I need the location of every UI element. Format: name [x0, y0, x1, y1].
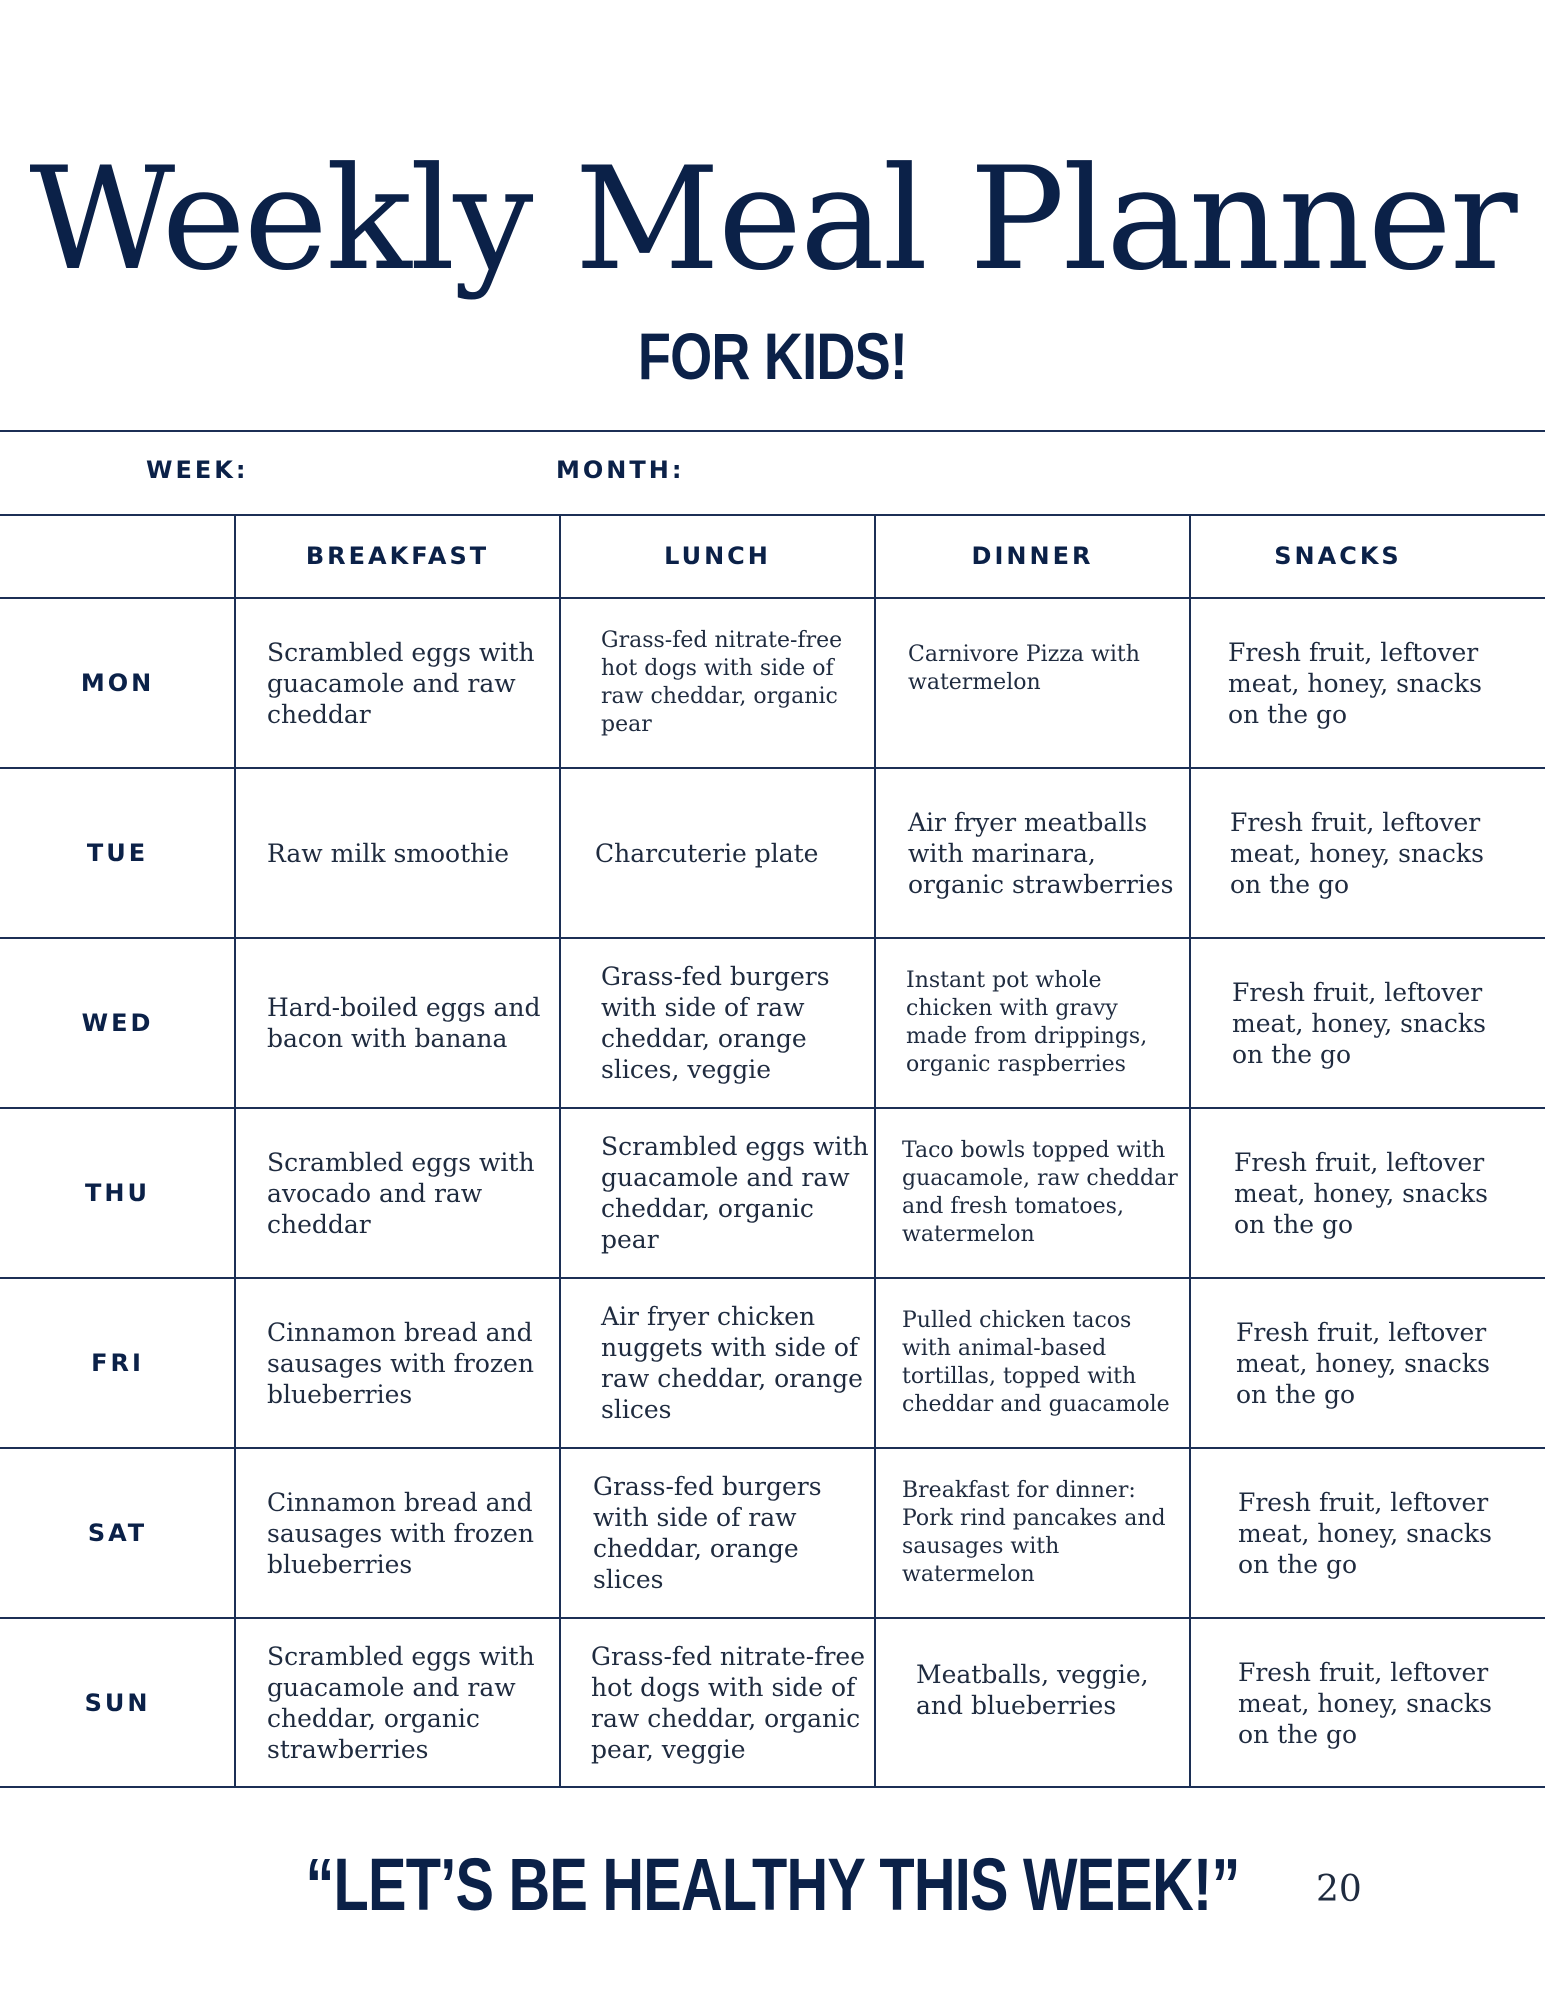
meal-text: Pulled chicken tacos with animal-based tortillas, topped with cheddar and guacamole — [902, 1308, 1170, 1417]
meal-text: Carnivore Pizza with watermelon — [908, 642, 1140, 695]
meal-cell-tue-snacks — [1230, 769, 1500, 937]
meal-cell-tue-dinner — [908, 769, 1178, 937]
meal-cell-thu-dinner — [902, 1109, 1182, 1277]
day-label-wed: WED — [81, 1009, 154, 1037]
meal-text: Grass-fed nitrate-free hot dogs with side of raw cheddar, organic pear, veggie — [591, 1642, 866, 1764]
meal-text: Fresh fruit, leftover meat, honey, snacks on the go — [1238, 1487, 1492, 1579]
meal-cell-mon-snacks — [1228, 599, 1498, 767]
meal-cell-sun-lunch — [591, 1619, 867, 1787]
day-label-mon: MON — [80, 669, 155, 697]
meal-cell-wed-snacks — [1232, 939, 1502, 1107]
meal-text: Scrambled eggs with avocado and raw cheddar — [267, 1147, 535, 1239]
meal-cell-sun-breakfast — [267, 1619, 552, 1787]
meal-cell-sun-snacks — [1238, 1619, 1508, 1787]
meal-cell-tue-breakfast — [267, 769, 552, 937]
month-label: MONTH: — [556, 456, 685, 484]
rule-col-4 — [1189, 514, 1191, 1788]
rule-top — [0, 430, 1545, 432]
meal-cell-mon-dinner — [908, 599, 1168, 767]
meal-text: Grass-fed burgers with side of raw cheddar, orange slices, veggie — [601, 962, 830, 1084]
meal-cell-wed-lunch — [601, 939, 863, 1107]
meal-text: Fresh fruit, leftover meat, honey, snacks on the go — [1232, 977, 1486, 1069]
meal-text: Scrambled eggs with guacamole and raw cheddar, organic strawberries — [267, 1642, 535, 1764]
meal-cell-tue-lunch — [595, 769, 865, 937]
meal-text: Air fryer chicken nuggets with side of raw cheddar, orange slices — [601, 1302, 863, 1424]
column-header-snacks: SNACKS — [1274, 542, 1402, 570]
meal-text: Fresh fruit, leftover meat, honey, snacks on the go — [1236, 1317, 1490, 1409]
meal-text: Hard-boiled eggs and bacon with banana — [267, 993, 541, 1053]
footer-quote: “LET’S BE HEALTHY THIS WEEK!” — [305, 1843, 1240, 1926]
page-title: Weekly Meal Planner — [29, 137, 1516, 302]
meal-cell-fri-breakfast — [267, 1279, 552, 1447]
meal-cell-thu-lunch — [601, 1109, 869, 1277]
column-header-dinner: DINNER — [971, 542, 1094, 570]
meal-text: Fresh fruit, leftover meat, honey, snacks on the go — [1230, 807, 1484, 899]
meal-text: Breakfast for dinner: Pork rind pancakes and sausages with watermelon — [902, 1478, 1166, 1587]
meal-cell-sat-breakfast — [267, 1449, 552, 1617]
meal-cell-sat-dinner — [902, 1449, 1174, 1617]
rule-col-3 — [874, 514, 876, 1788]
meal-cell-sun-dinner — [916, 1619, 1166, 1787]
meal-cell-fri-lunch — [601, 1279, 863, 1447]
week-label: WEEK: — [146, 456, 249, 484]
page-subtitle: FOR KIDS! — [637, 319, 908, 393]
meal-cell-thu-snacks — [1234, 1109, 1504, 1277]
day-label-tue: TUE — [86, 839, 149, 867]
meal-text: Fresh fruit, leftover meat, honey, snacks on the go — [1228, 637, 1482, 729]
meal-cell-thu-breakfast — [267, 1109, 552, 1277]
meal-cell-sat-lunch — [593, 1449, 855, 1617]
meal-cell-wed-breakfast — [267, 939, 552, 1107]
meal-text: Taco bowls topped with guacamole, raw cheddar and fresh tomatoes, watermelon — [902, 1138, 1178, 1247]
meal-text: Fresh fruit, leftover meat, honey, snacks on the go — [1234, 1147, 1488, 1239]
meal-text: Scrambled eggs with guacamole and raw cheddar — [267, 637, 535, 729]
meal-cell-fri-dinner — [902, 1279, 1182, 1447]
page-number: 20 — [1316, 1869, 1362, 1910]
meal-text: Air fryer meatballs with marinara, organic strawberries — [908, 807, 1174, 899]
day-label-thu: THU — [85, 1179, 150, 1207]
day-label-sun: SUN — [84, 1689, 151, 1717]
meal-cell-mon-breakfast — [267, 599, 552, 767]
meal-cell-sat-snacks — [1238, 1449, 1508, 1617]
meal-text: Meatballs, veggie, and blueberries — [916, 1660, 1149, 1720]
meal-cell-mon-lunch — [601, 599, 863, 767]
meal-text: Instant pot whole chicken with gravy made from drippings, organic raspberries — [906, 968, 1148, 1077]
column-header-breakfast: BREAKFAST — [305, 542, 490, 570]
meal-text: Raw milk smoothie — [267, 838, 510, 868]
column-header-lunch: LUNCH — [664, 542, 771, 570]
day-label-sat: SAT — [87, 1519, 148, 1547]
rule-col-2 — [559, 514, 561, 1788]
meal-cell-wed-dinner — [906, 939, 1178, 1107]
meal-text: Cinnamon bread and sausages with frozen blueberries — [267, 1487, 534, 1579]
meal-cell-fri-snacks — [1236, 1279, 1506, 1447]
meal-text: Fresh fruit, leftover meat, honey, snacks on the go — [1238, 1657, 1492, 1749]
meal-text: Grass-fed nitrate-free hot dogs with side of raw cheddar, organic pear — [601, 628, 843, 737]
meal-text: Charcuterie plate — [595, 838, 819, 868]
meal-text: Grass-fed burgers with side of raw cheddar, orange slices — [593, 1472, 822, 1594]
day-label-fri: FRI — [91, 1349, 144, 1377]
meal-text: Cinnamon bread and sausages with frozen blueberries — [267, 1317, 534, 1409]
meal-text: Scrambled eggs with guacamole and raw cheddar, organic pear — [601, 1132, 869, 1254]
